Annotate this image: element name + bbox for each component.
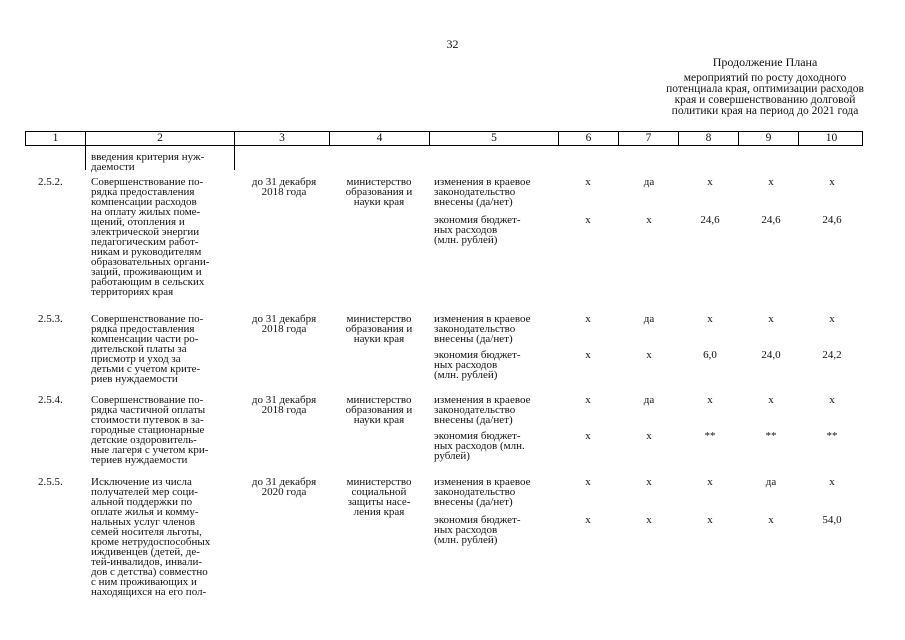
indicator-legislation-line: законодательство (434, 186, 516, 198)
row-number (38, 395, 88, 405)
indicator-legislation-line: внесены (да/нет) (434, 196, 513, 208)
indicator-legislation-line: изменения в краевое (434, 313, 531, 325)
executor-line: образования и (345, 186, 413, 198)
measure-description-line: городные стационарные (91, 424, 205, 436)
measure-description-line: образовательных органи- (91, 256, 210, 268)
indicator-legislation (434, 314, 564, 344)
executor (329, 314, 429, 344)
page-number: 32 (446, 37, 459, 51)
measure-description-line: присмотр и уход за (91, 353, 181, 365)
measure-description-line: кроме нетрудоспособных (91, 536, 211, 548)
executor-line: министерство (346, 394, 412, 406)
measure-description (91, 395, 236, 465)
carryover-text (91, 152, 236, 172)
measure-description-line: дов с детства) совместно (91, 566, 208, 578)
measure-description-line: нальных услуг членов (91, 516, 196, 528)
row-number-line: 2.5.5. (38, 476, 63, 488)
value-cell: х (829, 394, 835, 406)
deadline (238, 177, 330, 197)
header-cell: 1 (26, 132, 86, 145)
measure-description-line: с ним проживающих и (91, 576, 197, 588)
indicator-savings-line: рублей) (434, 450, 470, 462)
deadline-line: 2018 года (261, 404, 307, 416)
measure-description-line: на оплату жилых поме- (91, 206, 201, 218)
value-cell: ** (765, 430, 777, 442)
value-cell: х (768, 514, 774, 526)
indicator-legislation-line: изменения в краевое (434, 476, 531, 488)
plan-title-line: мероприятий по росту доходного (683, 72, 847, 84)
carryover-line: даемости (91, 161, 135, 173)
indicator-savings-line: экономия бюджет- (434, 430, 521, 442)
executor-line: министерство (346, 313, 412, 325)
measure-description-line: рядка частичной оплаты (91, 404, 206, 416)
measure-description-line: Совершенствование по- (91, 313, 204, 325)
value-cell: ** (826, 430, 838, 442)
plan-title (640, 73, 890, 117)
measure-description-line: находящихся на его пол- (91, 586, 207, 598)
plan-table (25, 131, 863, 146)
measure-description-line: электрической энергии (91, 226, 200, 238)
header-cell: 7 (619, 132, 679, 145)
value-cell: да (643, 176, 655, 188)
executor-line: образования и (345, 404, 413, 416)
value-cell: 24,6 (700, 214, 720, 226)
value-cell: 24,0 (761, 349, 781, 361)
indicator-legislation (434, 177, 564, 207)
header-cell: 4 (330, 132, 430, 145)
value-cell: да (765, 476, 777, 488)
value-cell: х (707, 176, 713, 188)
measure-description-line: риев нуждаемости (91, 373, 178, 385)
deadline (238, 395, 330, 415)
deadline-line: до 31 декабря (251, 476, 317, 488)
executor-line: науки края (353, 414, 405, 426)
executor-line: образования и (345, 323, 413, 335)
row-number-line: 2.5.4. (38, 394, 63, 406)
measure-description-line: териев нуждаемости (91, 454, 188, 466)
indicator-savings-line: ных расходов (млн. (434, 440, 525, 452)
value-cell: ** (704, 430, 716, 442)
deadline-line: до 31 декабря (251, 313, 317, 325)
measure-description-line: компенсации расходов (91, 196, 197, 208)
table-header-row (25, 131, 863, 146)
executor-line: науки края (353, 333, 405, 345)
continuation-label: Продолжение Плана (712, 55, 818, 69)
deadline-line: 2018 года (261, 323, 307, 335)
value-cell: х (646, 214, 652, 226)
indicator-savings (434, 515, 564, 545)
indicator-savings-line: ных расходов (434, 524, 498, 536)
measure-description-line: Совершенствование по- (91, 394, 204, 406)
indicator-savings-line: экономия бюджет- (434, 514, 521, 526)
indicator-savings-line: экономия бюджет- (434, 214, 521, 226)
plan-title-line: края и совершенствованию долговой (674, 94, 856, 106)
indicator-legislation-line: законодательство (434, 404, 516, 416)
column-divider (85, 146, 86, 170)
indicator-savings-line: (млн. рублей) (434, 369, 498, 381)
value-cell: 24,2 (822, 349, 842, 361)
value-cell: х (829, 313, 835, 325)
indicator-legislation-line: внесены (да/нет) (434, 333, 513, 345)
executor (329, 177, 429, 207)
measure-description-line: детьми с учетом крите- (91, 363, 201, 375)
measure-description-line: дительской платы за (91, 343, 187, 355)
header-cell: 3 (235, 132, 330, 145)
indicator-savings-line: (млн. рублей) (434, 234, 498, 246)
value-cell: х (646, 476, 652, 488)
indicator-legislation-line: изменения в краевое (434, 176, 531, 188)
measure-description-line: альной поддержки по (91, 496, 193, 508)
indicator-legislation-line: законодательство (434, 323, 516, 335)
measure-description-line: Совершенствование по- (91, 176, 204, 188)
row-number-line: 2.5.3. (38, 313, 63, 325)
measure-description-line: территориях края (91, 286, 174, 298)
indicator-legislation (434, 477, 564, 507)
value-cell: х (707, 313, 713, 325)
value-cell: х (585, 476, 591, 488)
measure-description-line: Исключение из числа (91, 476, 192, 488)
deadline (238, 314, 330, 334)
header-cell: 9 (739, 132, 799, 145)
executor (329, 477, 429, 517)
deadline-line: до 31 декабря (251, 176, 317, 188)
executor-line: министерство (346, 476, 412, 488)
value-cell: х (585, 176, 591, 188)
executor-line: ления края (353, 506, 405, 518)
indicator-legislation-line: внесены (да/нет) (434, 414, 513, 426)
indicator-savings-line: ных расходов (434, 359, 498, 371)
measure-description-line: оплате жилья и комму- (91, 506, 199, 518)
deadline (238, 477, 330, 497)
value-cell: х (585, 349, 591, 361)
measure-description-line: работающим в сельских (91, 276, 205, 288)
measure-description (91, 314, 236, 384)
measure-description-line: рядка предоставления (91, 323, 195, 335)
row-number (38, 177, 88, 187)
measure-description-line: рядка предоставления (91, 186, 195, 198)
deadline-line: до 31 декабря (251, 394, 317, 406)
value-cell: х (768, 394, 774, 406)
indicator-savings (434, 215, 564, 245)
header-cell: 6 (559, 132, 619, 145)
value-cell: х (585, 214, 591, 226)
executor-line: социальной (351, 486, 407, 498)
value-cell: х (585, 313, 591, 325)
plan-title-line: потенциала края, оптимизации расходов (666, 83, 864, 95)
value-cell: 24,6 (761, 214, 781, 226)
value-cell: х (585, 514, 591, 526)
header-cell: 8 (679, 132, 739, 145)
header-cell: 10 (825, 132, 838, 144)
measure-description-line: тей-инвалидов, инвали- (91, 556, 203, 568)
indicator-savings-line: ных расходов (434, 224, 498, 236)
measure-description-line: компенсации части ро- (91, 333, 199, 345)
value-cell: х (829, 476, 835, 488)
value-cell: да (643, 313, 655, 325)
value-cell: х (646, 430, 652, 442)
measure-description-line: детские оздоровитель- (91, 434, 197, 446)
value-cell: 24,6 (822, 214, 842, 226)
value-cell: х (585, 394, 591, 406)
measure-description-line: стоимости путевок в за- (91, 414, 204, 426)
value-cell: х (646, 349, 652, 361)
value-cell: х (768, 176, 774, 188)
measure-description-line: получателей мер соци- (91, 486, 198, 498)
measure-description-line: педагогическим работ- (91, 236, 199, 248)
row-number (38, 477, 88, 487)
indicator-savings-line: экономия бюджет- (434, 349, 521, 361)
indicator-legislation (434, 395, 564, 425)
value-cell: 54,0 (822, 514, 842, 526)
executor (329, 395, 429, 425)
indicator-legislation-line: внесены (да/нет) (434, 496, 513, 508)
header-cell: 2 (86, 132, 235, 145)
header-cell: 5 (430, 132, 559, 145)
measure-description-line: иждивенцев (детей, де- (91, 546, 200, 558)
indicator-savings (434, 350, 564, 380)
measure-description-line: никам и руководителям (91, 246, 202, 258)
executor-line: науки края (353, 196, 405, 208)
measure-description (91, 477, 236, 597)
measure-description-line: ные лагеря с учетом кри- (91, 444, 209, 456)
indicator-savings (434, 431, 564, 461)
measure-description (91, 177, 236, 297)
value-cell: 6,0 (703, 349, 717, 361)
value-cell: х (707, 476, 713, 488)
value-cell: х (707, 394, 713, 406)
measure-description-line: семей носителя льготы, (91, 526, 202, 538)
deadline-line: 2020 года (261, 486, 307, 498)
indicator-savings-line: (млн. рублей) (434, 534, 498, 546)
plan-title-line: политики края на период до 2021 года (671, 105, 859, 117)
carryover-line: введения критерия нуж- (91, 151, 205, 163)
value-cell: да (643, 394, 655, 406)
executor-line: защиты насе- (347, 496, 411, 508)
indicator-legislation-line: законодательство (434, 486, 516, 498)
measure-description-line: щений, отопления и (91, 216, 185, 228)
deadline-line: 2018 года (261, 186, 307, 198)
measure-description-line: заций, проживающим и (91, 266, 202, 278)
value-cell: х (585, 430, 591, 442)
row-number (38, 314, 88, 324)
executor-line: министерство (346, 176, 412, 188)
value-cell: х (768, 313, 774, 325)
value-cell: х (646, 514, 652, 526)
value-cell: х (707, 514, 713, 526)
value-cell: х (829, 176, 835, 188)
indicator-legislation-line: изменения в краевое (434, 394, 531, 406)
row-number-line: 2.5.2. (38, 176, 63, 188)
